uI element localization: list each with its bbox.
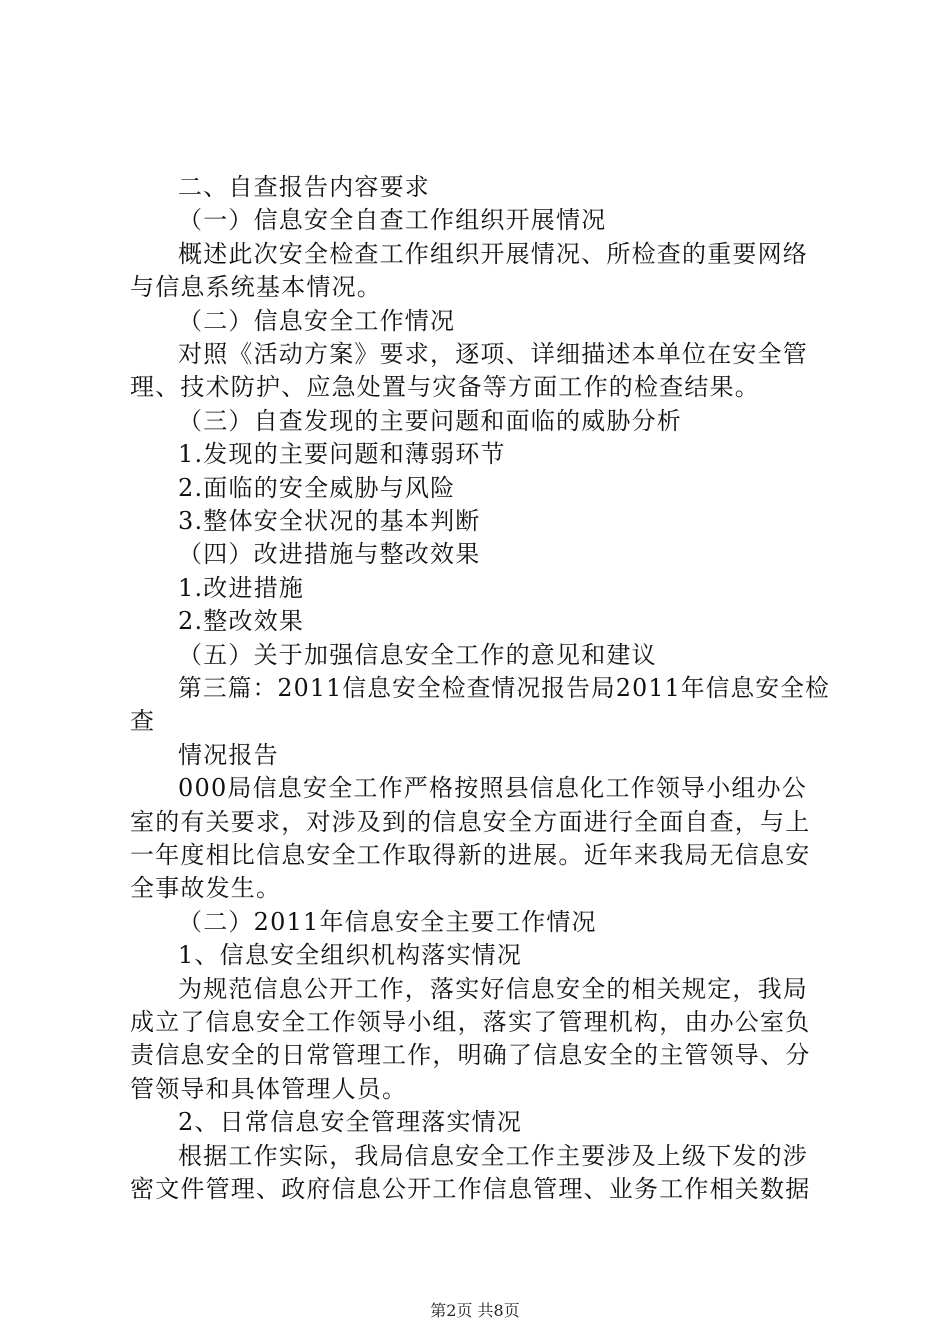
paragraph-line: 为规范信息公开工作，落实好信息安全的相关规定，我局 (178, 974, 808, 1003)
part-title: 第三篇：2011信息安全检查情况报告局2011年信息安全检 (178, 674, 830, 702)
paragraph-line: 全事故发生。 (130, 874, 282, 903)
section-heading: 二、自查报告内容要求 (178, 173, 430, 201)
paragraph-line: 000局信息安全工作严格按照县信息化工作领导小组办公 (178, 774, 808, 803)
sub-heading: 1、信息安全组织机构落实情况 (178, 941, 523, 970)
paragraph-line: 责信息安全的日常管理工作，明确了信息安全的主管领导、分 (130, 1041, 811, 1070)
sub-heading: （二）2011年信息安全主要工作情况 (178, 907, 597, 936)
paragraph-line: 成立了信息安全工作领导小组，落实了管理机构，由办公室负 (130, 1008, 811, 1036)
list-item: 1.发现的主要问题和薄弱环节 (178, 440, 506, 469)
sub-heading: （三）自查发现的主要问题和面临的威胁分析 (178, 406, 682, 435)
sub-heading: （二）信息安全工作情况 (178, 306, 456, 335)
paragraph-line: 理、技术防护、应急处置与灾备等方面工作的检查结果。 (130, 373, 760, 402)
paragraph-line: 对照《活动方案》要求，逐项、详细描述本单位在安全管 (178, 340, 808, 368)
paragraph-line: 概述此次安全检查工作组织开展情况、所检查的重要网络 (178, 239, 808, 268)
sub-heading: （四）改进措施与整改效果 (178, 540, 481, 569)
part-title-continued: 查 (130, 707, 156, 736)
list-item: 2.面临的安全威胁与风险 (178, 473, 456, 502)
report-title: 情况报告 (178, 740, 279, 769)
paragraph-line: 根据工作实际，我局信息安全工作主要涉及上级下发的涉 (178, 1141, 808, 1170)
paragraph-line: 一年度相比信息安全工作取得新的进展。近年来我局无信息安 (130, 841, 811, 869)
list-item: 3.整体安全状况的基本判断 (178, 507, 481, 535)
sub-heading: （五）关于加强信息安全工作的意见和建议 (178, 640, 657, 669)
list-item: 1.改进措施 (178, 573, 305, 602)
sub-heading: （一）信息安全自查工作组织开展情况 (178, 206, 607, 235)
paragraph-line: 室的有关要求，对涉及到的信息安全方面进行全面自查，与上 (130, 807, 811, 836)
sub-heading: 2、日常信息安全管理落实情况 (178, 1108, 523, 1137)
page-number-footer: 第2页 共8页 (430, 1301, 520, 1320)
paragraph-line: 管领导和具体管理人员。 (130, 1074, 408, 1103)
paragraph-line: 密文件管理、政府信息公开工作信息管理、业务工作相关数据 (130, 1175, 811, 1203)
list-item: 2.整改效果 (178, 607, 305, 636)
paragraph-line: 与信息系统基本情况。 (130, 273, 382, 302)
